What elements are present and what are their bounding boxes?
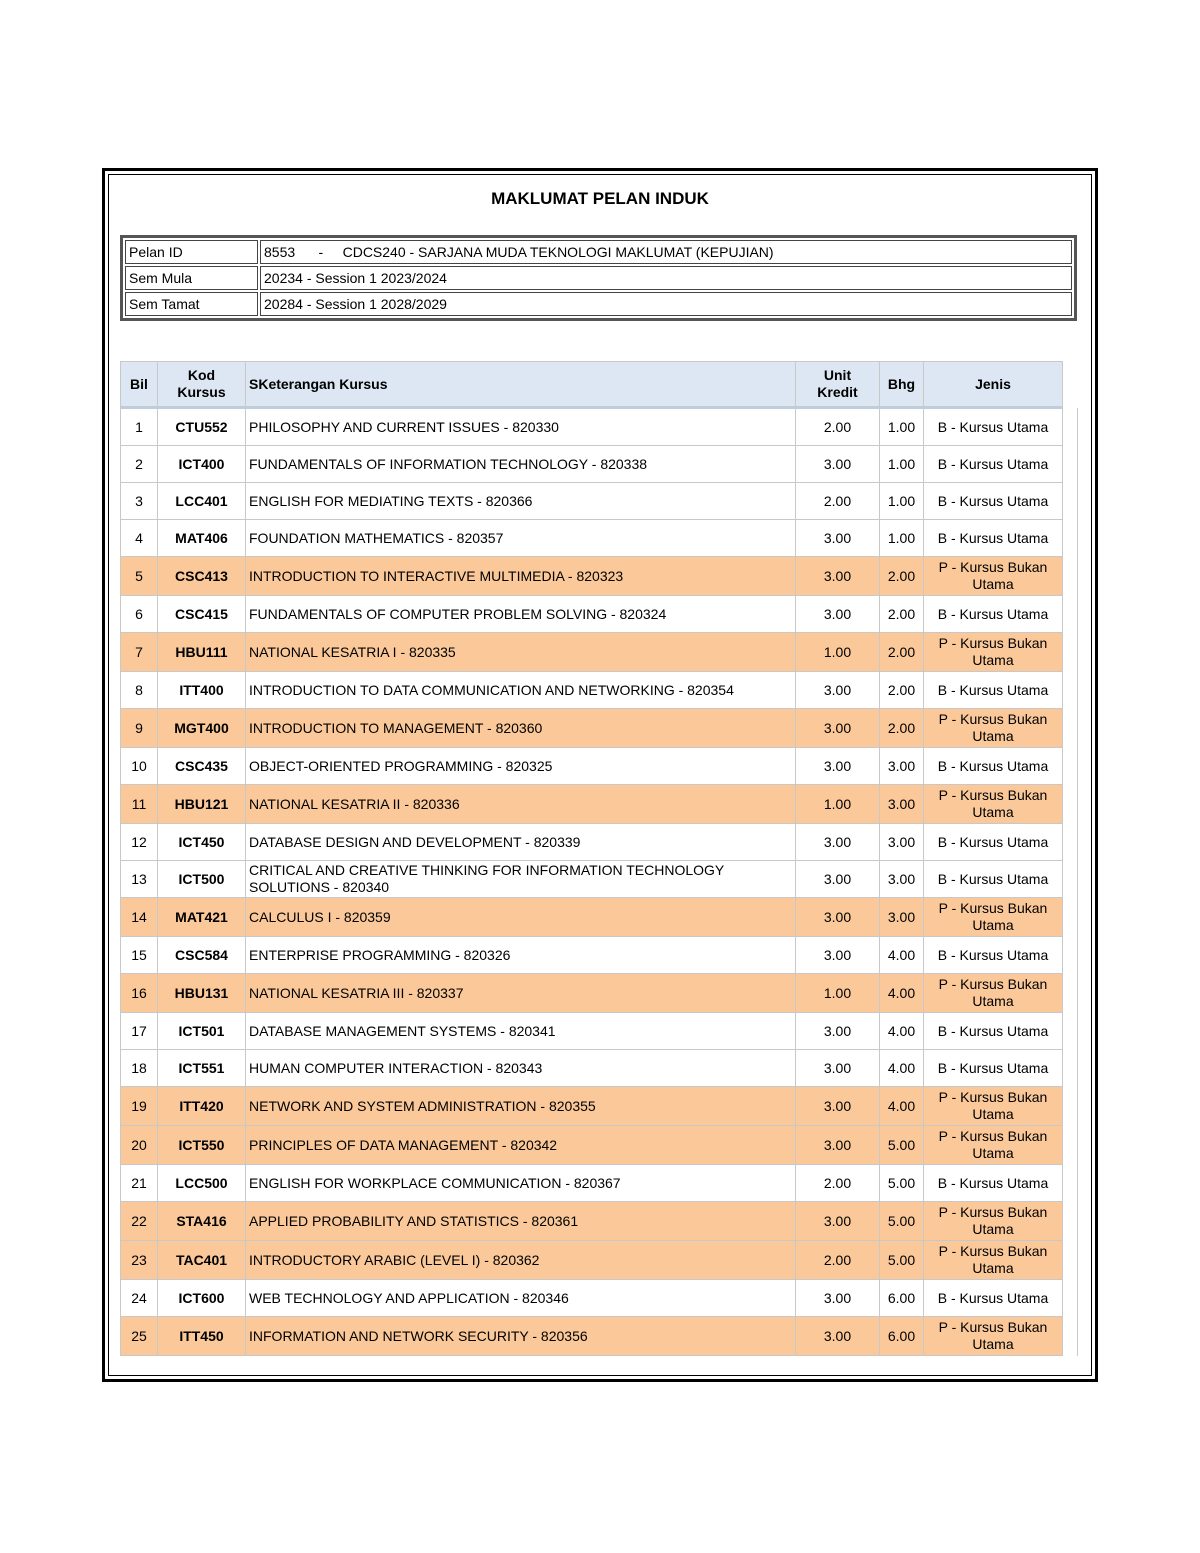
cell-jenis: P - Kursus Bukan Utama [924,557,1063,596]
cell-bhg: 5.00 [880,1126,924,1165]
cell-bhg: 1.00 [880,483,924,520]
cell-bil: 9 [121,709,158,748]
cell-keterangan: CALCULUS I - 820359 [246,898,796,937]
cell-bhg: 1.00 [880,446,924,483]
cell-unit-kredit: 3.00 [796,557,880,596]
row-spacer [1063,1241,1078,1280]
table-row [121,446,1078,483]
cell-kod-kursus: ICT551 [158,1050,246,1087]
cell-jenis: B - Kursus Utama [924,483,1063,520]
table-row [121,483,1078,520]
cell-keterangan: INFORMATION AND NETWORK SECURITY - 820356 [246,1317,796,1356]
cell-bil: 12 [121,824,158,861]
table-row [121,974,1078,1013]
cell-jenis: P - Kursus Bukan Utama [924,785,1063,824]
table-row [121,633,1078,672]
cell-keterangan: PRINCIPLES OF DATA MANAGEMENT - 820342 [246,1126,796,1165]
cell-jenis: B - Kursus Utama [924,1013,1063,1050]
cell-bil: 2 [121,446,158,483]
cell-unit-kredit: 2.00 [796,408,880,446]
cell-jenis: B - Kursus Utama [924,1050,1063,1087]
cell-kod-kursus: ICT600 [158,1280,246,1317]
cell-keterangan: INTRODUCTORY ARABIC (LEVEL I) - 820362 [246,1241,796,1280]
cell-keterangan: APPLIED PROBABILITY AND STATISTICS - 820361 [246,1202,796,1241]
cell-keterangan: INTRODUCTION TO INTERACTIVE MULTIMEDIA - 820323 [246,557,796,596]
cell-bil: 18 [121,1050,158,1087]
table-row [121,1280,1078,1317]
cell-unit-kredit: 2.00 [796,483,880,520]
row-spacer [1063,1050,1078,1087]
cell-bil: 23 [121,1241,158,1280]
row-spacer [1063,483,1078,520]
table-row [121,824,1078,861]
document-inner-frame [108,174,1092,1376]
cell-unit-kredit: 3.00 [796,1317,880,1356]
row-spacer [1063,974,1078,1013]
cell-bil: 22 [121,1202,158,1241]
info-label: Sem Mula [125,266,258,290]
cell-bil: 6 [121,596,158,633]
table-row [121,1013,1078,1050]
cell-unit-kredit: 3.00 [796,520,880,557]
cell-bhg: 3.00 [880,898,924,937]
table-row [121,557,1078,596]
cell-kod-kursus: ITT420 [158,1087,246,1126]
cell-bhg: 3.00 [880,861,924,898]
cell-unit-kredit: 1.00 [796,633,880,672]
cell-bhg: 5.00 [880,1202,924,1241]
cell-bil: 1 [121,408,158,446]
cell-kod-kursus: CSC415 [158,596,246,633]
row-spacer [1063,557,1078,596]
cell-jenis: B - Kursus Utama [924,1165,1063,1202]
cell-kod-kursus: MGT400 [158,709,246,748]
cell-bil: 24 [121,1280,158,1317]
header-bil: Bil [121,362,158,408]
cell-bhg: 3.00 [880,748,924,785]
cell-bhg: 1.00 [880,520,924,557]
cell-bhg: 2.00 [880,557,924,596]
cell-kod-kursus: ICT450 [158,824,246,861]
row-spacer [1063,748,1078,785]
cell-unit-kredit: 3.00 [796,709,880,748]
cell-jenis: P - Kursus Bukan Utama [924,1202,1063,1241]
row-spacer [1063,520,1078,557]
cell-kod-kursus: ICT550 [158,1126,246,1165]
cell-bhg: 4.00 [880,1087,924,1126]
cell-jenis: B - Kursus Utama [924,520,1063,557]
cell-unit-kredit: 3.00 [796,1280,880,1317]
cell-unit-kredit: 3.00 [796,1087,880,1126]
table-row [121,408,1078,446]
cell-bil: 5 [121,557,158,596]
cell-jenis: P - Kursus Bukan Utama [924,709,1063,748]
table-row [121,1126,1078,1165]
cell-kod-kursus: CTU552 [158,408,246,446]
cell-kod-kursus: ICT501 [158,1013,246,1050]
cell-bil: 11 [121,785,158,824]
cell-bil: 7 [121,633,158,672]
cell-bil: 19 [121,1087,158,1126]
cell-keterangan: NATIONAL KESATRIA I - 820335 [246,633,796,672]
cell-unit-kredit: 1.00 [796,785,880,824]
row-spacer [1063,1280,1078,1317]
table-row [121,898,1078,937]
cell-bil: 21 [121,1165,158,1202]
info-row-pelan-id [125,240,1072,264]
cell-kod-kursus: LCC500 [158,1165,246,1202]
cell-jenis: B - Kursus Utama [924,596,1063,633]
cell-unit-kredit: 3.00 [796,446,880,483]
cell-bil: 4 [121,520,158,557]
course-table-header [121,362,1078,408]
info-row-sem-tamat [125,292,1072,316]
info-row-sem-mula [125,266,1072,290]
cell-kod-kursus: TAC401 [158,1241,246,1280]
table-row [121,1165,1078,1202]
cell-keterangan: NATIONAL KESATRIA II - 820336 [246,785,796,824]
row-spacer [1063,785,1078,824]
cell-kod-kursus: CSC584 [158,937,246,974]
cell-kod-kursus: STA416 [158,1202,246,1241]
cell-kod-kursus: ITT400 [158,672,246,709]
cell-jenis: B - Kursus Utama [924,408,1063,446]
info-value: 20234 - Session 1 2023/2024 [260,266,1072,290]
header-unit-line1: Unit [823,367,852,383]
row-spacer [1063,824,1078,861]
cell-unit-kredit: 1.00 [796,974,880,1013]
table-row [121,1087,1078,1126]
cell-kod-kursus: MAT421 [158,898,246,937]
row-spacer [1063,596,1078,633]
cell-keterangan: INTRODUCTION TO DATA COMMUNICATION AND NETWORKING - 820354 [246,672,796,709]
cell-jenis: P - Kursus Bukan Utama [924,1087,1063,1126]
info-label: Sem Tamat [125,292,258,316]
cell-bil: 10 [121,748,158,785]
cell-jenis: B - Kursus Utama [924,672,1063,709]
cell-bhg: 6.00 [880,1280,924,1317]
header-bhg: Bhg [880,362,924,408]
cell-unit-kredit: 3.00 [796,596,880,633]
cell-keterangan: DATABASE MANAGEMENT SYSTEMS - 820341 [246,1013,796,1050]
header-keterangan: SKeterangan Kursus [246,362,796,408]
cell-unit-kredit: 3.00 [796,861,880,898]
cell-jenis: B - Kursus Utama [924,446,1063,483]
table-row [121,596,1078,633]
cell-unit-kredit: 2.00 [796,1165,880,1202]
row-spacer [1063,937,1078,974]
row-spacer [1063,709,1078,748]
cell-keterangan: FOUNDATION MATHEMATICS - 820357 [246,520,796,557]
cell-kod-kursus: ICT500 [158,861,246,898]
table-row [121,748,1078,785]
row-spacer [1063,672,1078,709]
table-row [121,861,1078,898]
cell-kod-kursus: CSC435 [158,748,246,785]
cell-jenis: P - Kursus Bukan Utama [924,1126,1063,1165]
cell-bhg: 3.00 [880,824,924,861]
cell-jenis: B - Kursus Utama [924,861,1063,898]
cell-unit-kredit: 3.00 [796,748,880,785]
row-spacer [1063,898,1078,937]
cell-jenis: B - Kursus Utama [924,824,1063,861]
cell-jenis: P - Kursus Bukan Utama [924,898,1063,937]
table-row [121,520,1078,557]
row-spacer [1063,1087,1078,1126]
info-value: 8553 - CDCS240 - SARJANA MUDA TEKNOLOGI MAKLUMAT (KEPUJIAN) [260,240,1072,264]
cell-jenis: P - Kursus Bukan Utama [924,1241,1063,1280]
cell-unit-kredit: 3.00 [796,1050,880,1087]
cell-keterangan: PHILOSOPHY AND CURRENT ISSUES - 820330 [246,408,796,446]
cell-jenis: B - Kursus Utama [924,937,1063,974]
table-row [121,1317,1078,1356]
cell-kod-kursus: ITT450 [158,1317,246,1356]
cell-bhg: 4.00 [880,1013,924,1050]
cell-bhg: 2.00 [880,633,924,672]
table-row [121,1241,1078,1280]
cell-keterangan: INTRODUCTION TO MANAGEMENT - 820360 [246,709,796,748]
cell-bil: 15 [121,937,158,974]
cell-keterangan: ENGLISH FOR MEDIATING TEXTS - 820366 [246,483,796,520]
cell-unit-kredit: 3.00 [796,672,880,709]
cell-unit-kredit: 3.00 [796,898,880,937]
cell-bil: 17 [121,1013,158,1050]
cell-bhg: 2.00 [880,709,924,748]
header-kod-line1: Kod [187,367,216,383]
cell-unit-kredit: 3.00 [796,1013,880,1050]
course-table-body [121,408,1078,1356]
cell-bil: 20 [121,1126,158,1165]
cell-unit-kredit: 2.00 [796,1241,880,1280]
cell-kod-kursus: HBU131 [158,974,246,1013]
cell-keterangan: FUNDAMENTALS OF INFORMATION TECHNOLOGY - 820338 [246,446,796,483]
header-kod-line2: Kursus [177,384,226,400]
cell-bil: 8 [121,672,158,709]
cell-bhg: 4.00 [880,1050,924,1087]
info-value: 20284 - Session 1 2028/2029 [260,292,1072,316]
cell-bil: 3 [121,483,158,520]
cell-kod-kursus: HBU111 [158,633,246,672]
plan-info-table [120,235,1077,321]
cell-jenis: P - Kursus Bukan Utama [924,1317,1063,1356]
cell-unit-kredit: 3.00 [796,1126,880,1165]
cell-unit-kredit: 3.00 [796,937,880,974]
cell-bhg: 5.00 [880,1165,924,1202]
table-row [121,785,1078,824]
cell-bhg: 5.00 [880,1241,924,1280]
header-unit-line2: Kredit [817,384,858,400]
cell-keterangan: CRITICAL AND CREATIVE THINKING FOR INFORMATION TECHNOLOGY SOLUTIONS - 820340 [246,861,796,898]
cell-keterangan: OBJECT-ORIENTED PROGRAMMING - 820325 [246,748,796,785]
cell-keterangan: ENGLISH FOR WORKPLACE COMMUNICATION - 820367 [246,1165,796,1202]
cell-keterangan: NETWORK AND SYSTEM ADMINISTRATION - 820355 [246,1087,796,1126]
header-jenis: Jenis [924,362,1063,408]
cell-bhg: 1.00 [880,408,924,446]
cell-keterangan: HUMAN COMPUTER INTERACTION - 820343 [246,1050,796,1087]
cell-bhg: 2.00 [880,672,924,709]
cell-keterangan: FUNDAMENTALS OF COMPUTER PROBLEM SOLVING - 820324 [246,596,796,633]
cell-keterangan: ENTERPRISE PROGRAMMING - 820326 [246,937,796,974]
header-unit-kredit [796,362,880,408]
cell-bil: 25 [121,1317,158,1356]
cell-kod-kursus: ICT400 [158,446,246,483]
cell-kod-kursus: MAT406 [158,520,246,557]
row-spacer [1063,1317,1078,1356]
cell-jenis: B - Kursus Utama [924,1280,1063,1317]
row-spacer [1063,1165,1078,1202]
cell-keterangan: WEB TECHNOLOGY AND APPLICATION - 820346 [246,1280,796,1317]
row-spacer [1063,446,1078,483]
row-spacer [1063,1202,1078,1241]
row-spacer [1063,1013,1078,1050]
cell-kod-kursus: CSC413 [158,557,246,596]
cell-bil: 13 [121,861,158,898]
header-kod-kursus [158,362,246,408]
header-spacer [1063,362,1078,408]
course-table [120,361,1078,1356]
table-row [121,1202,1078,1241]
row-spacer [1063,408,1078,446]
info-label: Pelan ID [125,240,258,264]
cell-bil: 16 [121,974,158,1013]
cell-jenis: P - Kursus Bukan Utama [924,974,1063,1013]
cell-unit-kredit: 3.00 [796,824,880,861]
document-frame [102,168,1098,1382]
cell-kod-kursus: LCC401 [158,483,246,520]
cell-bhg: 4.00 [880,974,924,1013]
cell-keterangan: NATIONAL KESATRIA III - 820337 [246,974,796,1013]
cell-keterangan: DATABASE DESIGN AND DEVELOPMENT - 820339 [246,824,796,861]
table-row [121,937,1078,974]
cell-bhg: 3.00 [880,785,924,824]
cell-jenis: B - Kursus Utama [924,748,1063,785]
table-row [121,672,1078,709]
cell-kod-kursus: HBU121 [158,785,246,824]
row-spacer [1063,633,1078,672]
cell-bhg: 4.00 [880,937,924,974]
row-spacer [1063,861,1078,898]
table-row [121,1050,1078,1087]
row-spacer [1063,1126,1078,1165]
cell-unit-kredit: 3.00 [796,1202,880,1241]
table-row [121,709,1078,748]
cell-bil: 14 [121,898,158,937]
page-title: MAKLUMAT PELAN INDUK [491,189,709,208]
cell-bhg: 2.00 [880,596,924,633]
cell-jenis: P - Kursus Bukan Utama [924,633,1063,672]
cell-bhg: 6.00 [880,1317,924,1356]
